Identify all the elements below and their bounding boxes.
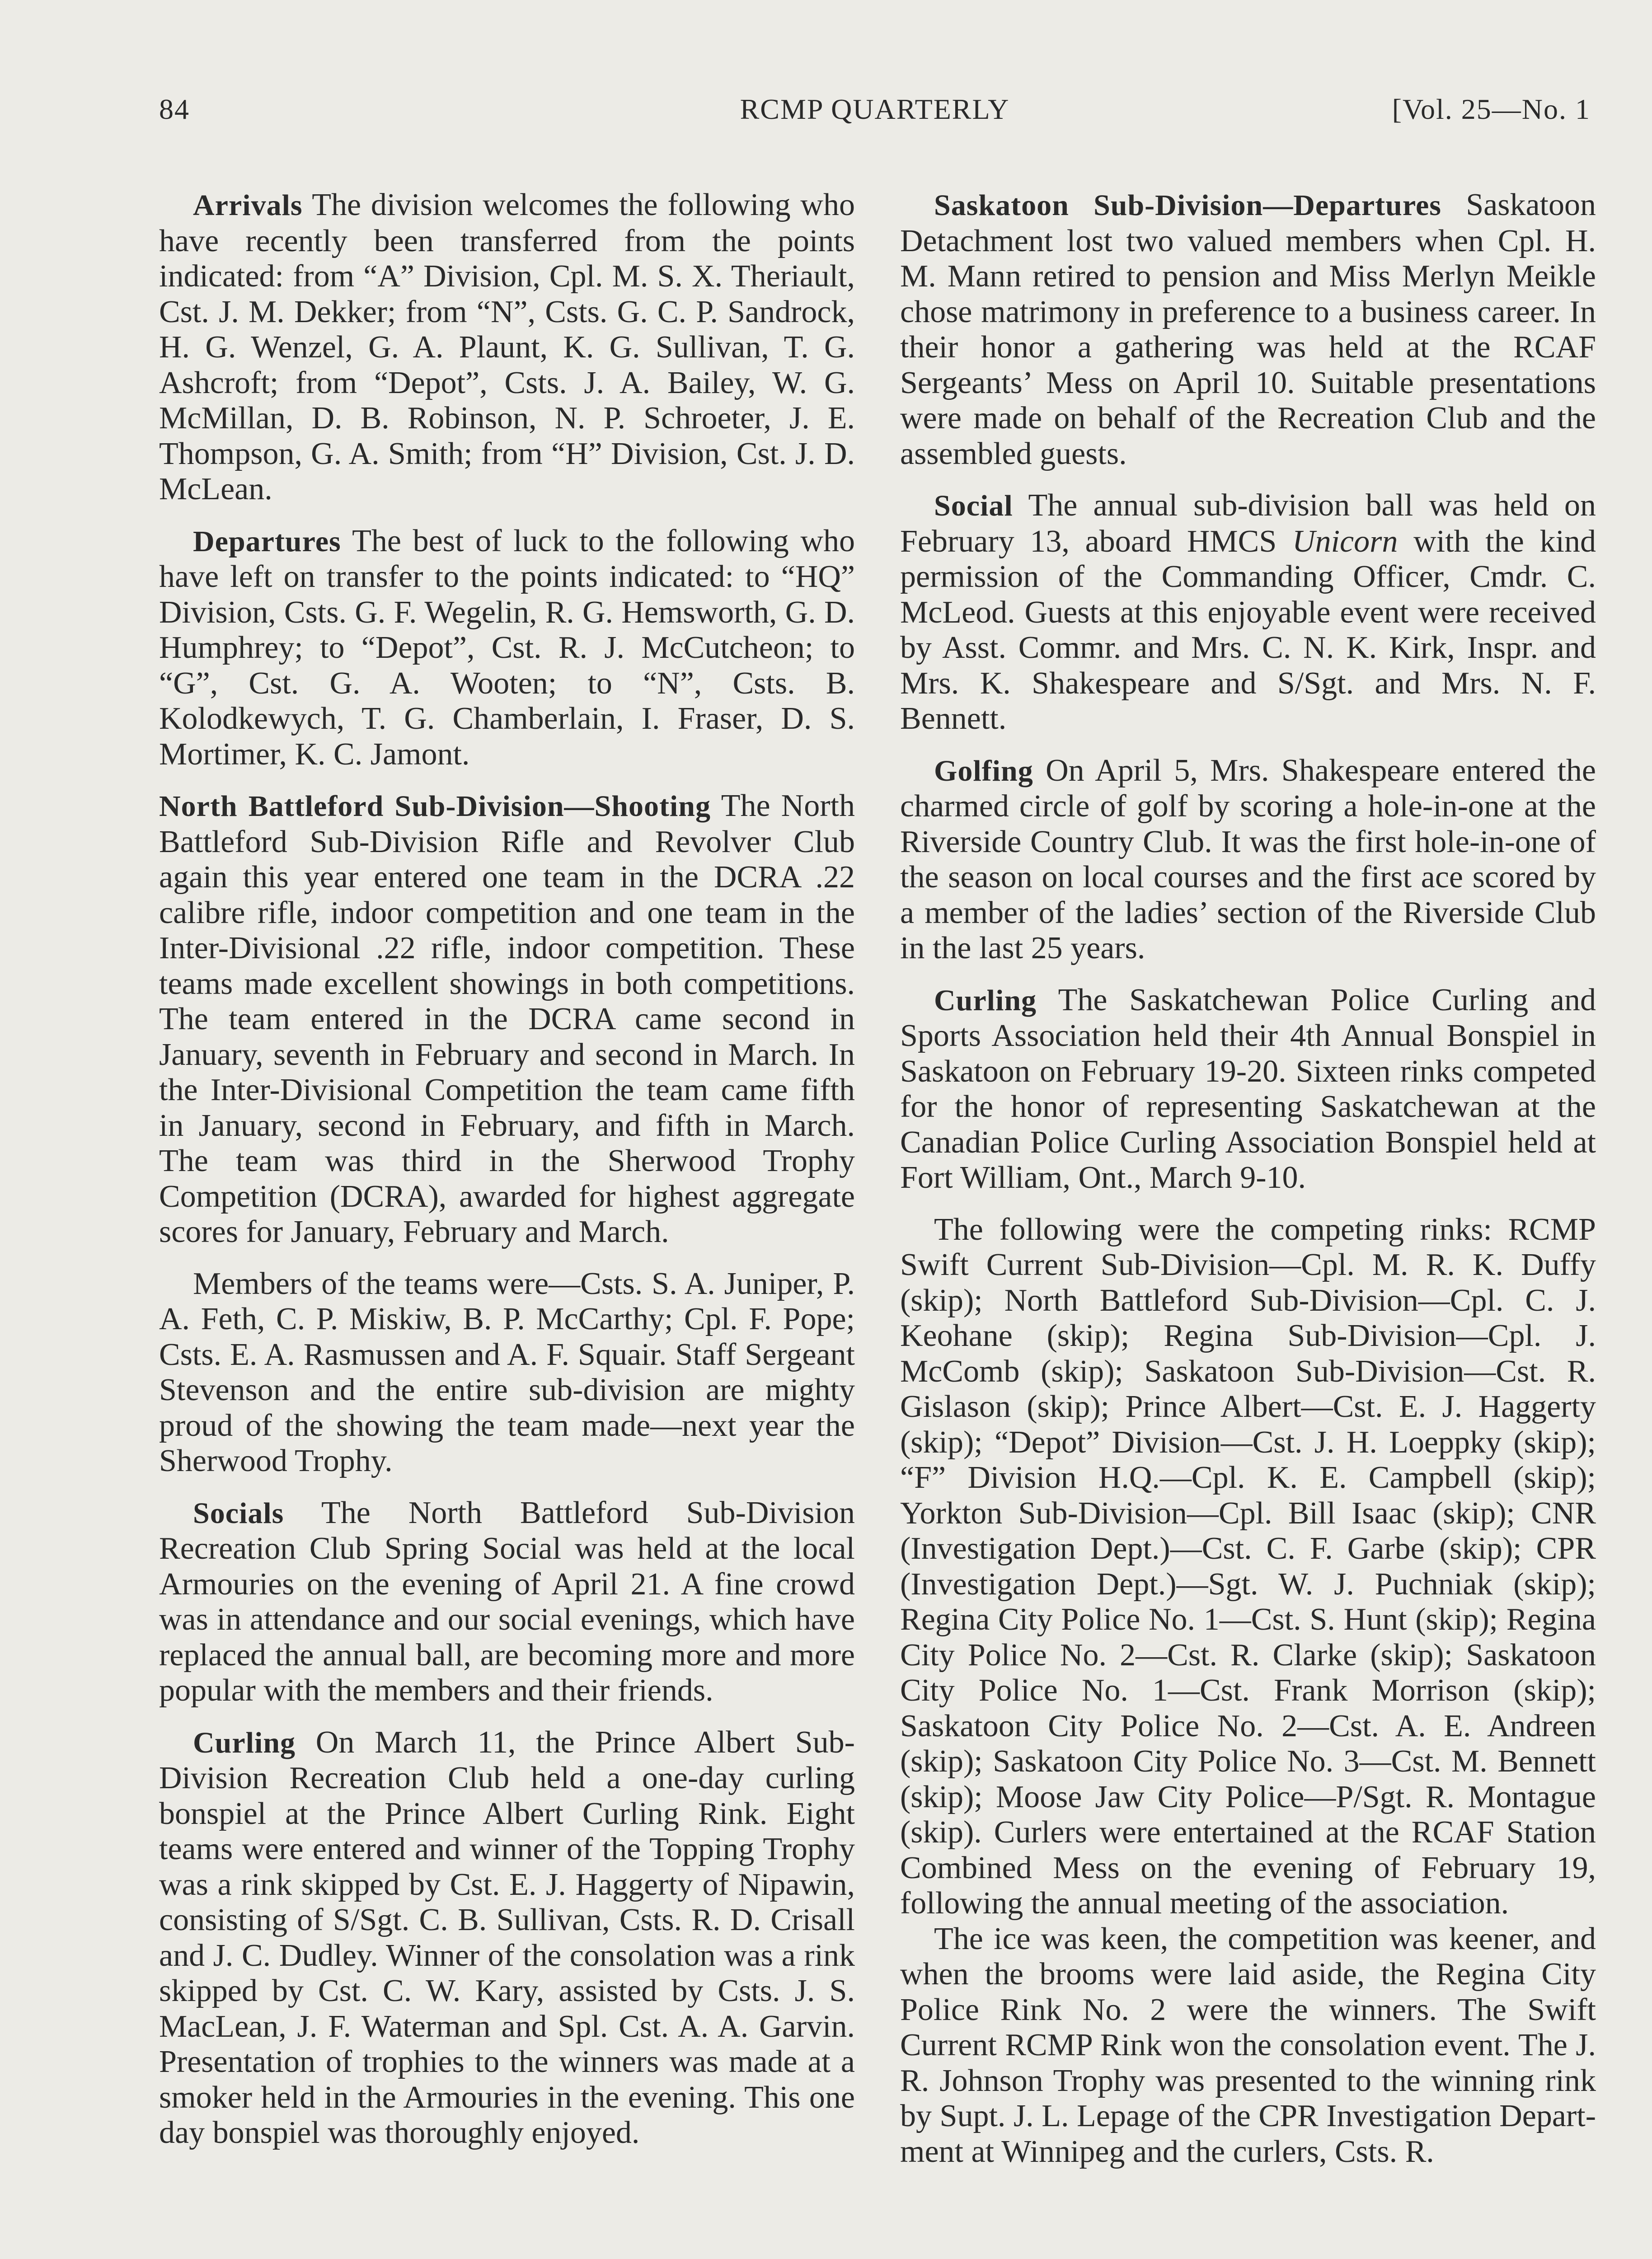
page-number: 84 xyxy=(159,93,190,125)
paragraph-social xyxy=(900,488,1596,737)
paragraph-text: The annual sub-division ball was held on February 13, aboard HMCS xyxy=(900,488,1596,559)
page-header xyxy=(159,93,1591,142)
paragraph-text: The division welcomes the following who have recently been transferred from the points indicated: from “A” Division, Cpl. M. S. X. Theriault, Cst. J. M. Dekker; from “N”, Csts. G. C. P. Sandrock, H. G. Wenzel, G. A. Plaunt, K. G. Sullivan, T. G. Ashcroft; from “Depot”, Csts. J. A. Bailey, W. G. McMillan, D. B. Robinson, N. P. Schroeter, J. E. Thompson, G. A. Smith; from “H” Division, Cst. J. D. McLean. xyxy=(159,187,855,506)
section-heading: Socials xyxy=(193,1496,284,1530)
section-heading: Golfing xyxy=(934,754,1033,787)
left-column xyxy=(159,187,855,2167)
section-heading: Curling xyxy=(193,1726,296,1759)
section-heading: Curling xyxy=(934,984,1037,1017)
running-title: RCMP QUARTERLY xyxy=(740,93,1010,125)
paragraph-golfing xyxy=(900,753,1596,966)
paragraph-shooting xyxy=(159,788,855,1250)
section-heading: Arrivals xyxy=(193,189,303,222)
paragraph-results xyxy=(900,1922,1596,2170)
paragraph-departures xyxy=(159,524,855,773)
paragraph-text: Members of the teams were—Csts. S. A. Juniper, P. A. Feth, C. P. Miskiw, B. P. McCarthy; Cpl. F. Pope; Csts. E. A. Rasmussen and A. F. Squair. Staff Sergeant Stevenson and the entire sub-division are mighty proud of the showing the team made—next year the Sherwood Trophy. xyxy=(159,1266,855,1478)
section-heading: Saskatoon Sub-Division—Departures xyxy=(934,189,1441,222)
paragraph-text: The Saskatchewan Police Curling and Sports Association held their 4th Annual Bonspiel in Saskatoon on February 19-20. Sixteen rinks competed for the honor of representing Saskatchewan at the Canadian Police Curling Association Bonspiel held at Fort William, Ont., March 9-10. xyxy=(900,982,1596,1195)
paragraph-team-members xyxy=(159,1266,855,1479)
paragraph-text: Saskatoon Detachment lost two valued members when Cpl. H. M. Mann retired to pension and Miss Merlyn Meikle chose matrimony in preference to a business career. In their honor a gathering was held at the RCAF Sergeants’ Mess on April 10. Suitable presentations were made on behalf of the Recreation Club and the assembled guests. xyxy=(900,187,1596,471)
paragraph-text: The North Battleford Sub-Division Rifle and Revolver Club again this year entered one team in the DCRA .22 calibre rifle, indoor competition and one team in the Inter-Divisional .22 rifle, indoor competition. These teams made excellent showings in both competitions. The team entered in the DCRA came second in January, seventh in February and second in March. In the Inter-Divisional Competition the team came fifth in January, second in February, and fifth in March. The team was third in the Sherwood Trophy Competition (DCRA), awarded for highest aggregate scores for January, February and March. xyxy=(159,788,855,1249)
section-heading: Social xyxy=(934,489,1013,522)
paragraph-competing-rinks xyxy=(900,1212,1596,1922)
ship-name: Unicorn xyxy=(1292,524,1398,559)
paragraph-curling-pa xyxy=(159,1725,855,2151)
right-column xyxy=(900,187,1596,2170)
paragraph-text: The ice was keen, the competition was keener, and when the brooms were laid aside, the Regina City Police Rink No. 2 were the winners. The Swift Current RCMP Rink won the consolation event. The J. R. Johnson Trophy was presented to the winning rink by Supt. J. L. Lepage of the CPR Investigation Department at Winnipeg and the curlers, Csts. R. xyxy=(900,1921,1596,2169)
paragraph-saskatoon-departures xyxy=(900,187,1596,472)
paragraph-text: The North Battleford Sub-Division Recreation Club Spring Social was held at the local Armouries on the evening of April 21. A fine crowd was in attendance and our social evenings, which have replaced the annual ball, are becoming more and more popular with the members and their friends. xyxy=(159,1495,855,1708)
paragraph-text: with the kind permission of the Commanding Officer, Cmdr. C. McLeod. Guests at this enjoyable event were received by Asst. Commr. and Mrs. C. N. K. Kirk, Inspr. and Mrs. K. Shakespeare and S/Sgt. and Mrs. N. F. Bennett. xyxy=(900,524,1596,736)
volume-label: [Vol. 25—No. 1 xyxy=(1392,93,1591,125)
section-heading: North Battleford Sub-Division—Shooting xyxy=(159,790,711,823)
paragraph-socials xyxy=(159,1495,855,1709)
paragraph-text: On March 11, the Prince Albert Sub-Division Recreation Club held a one-day curling bonspiel at the Prince Albert Curling Rink. Eight teams were entered and winner of the Topping Trophy was a rink skipped by Cst. E. J. Haggerty of Nipawin, consisting of S/Sgt. C. B. Sullivan, Csts. R. D. Crisall and J. C. Dudley. Winner of the consolation was a rink skipped by Cst. C. W. Kary, assisted by Csts. J. S. MacLean, J. F. Waterman and Spl. Cst. A. A. Garvin. Presentation of trophies to the winners was made at a smoker held in the Armouries in the evening. This one day bonspiel was thoroughly enjoyed. xyxy=(159,1725,855,2150)
section-heading: Departures xyxy=(193,525,341,558)
paragraph-text: The best of luck to the following who have left on transfer to the points indicated: to “HQ” Division, Csts. G. F. Wegelin, R. G. Hemsworth, G. D. Humphrey; to “Depot”, Cst. R. J. McCutcheon; to “G”, Cst. G. A. Wooten; to “N”, Csts. B. Kolodkewych, T. G. Chamberlain, I. Fraser, D. S. Mortimer, K. C. Jamont. xyxy=(159,523,855,772)
paragraph-text: On April 5, Mrs. Shakespeare entered the charmed circle of golf by scoring a hole-in-one at the Riverside Country Club. It was the first hole-in-one of the season on local courses and the first ace scored by a member of the ladies’ section of the Riverside Club in the last 25 years. xyxy=(900,753,1596,965)
paragraph-arrivals xyxy=(159,187,855,507)
paragraph-text: The following were the competing rinks: RCMP Swift Current Sub-Division—Cpl. M. R. K. Duffy (skip); North Battleford Sub-Division—Cpl. C. J. Keohane (skip); Regina Sub-Division—Cpl. J. McComb (skip); Saskatoon Sub-Division—Cst. R. Gislason (skip); Prince Albert—Cst. E. J. Haggerty (skip); “Depot” Division—Cst. J. H. Loeppky (skip); “F” Division H.Q.—Cpl. K. E. Campbell (skip); Yorkton Sub-Division—Cpl. Bill Isaac (skip); CNR (Investigation Dept.)—Cst. C. F. Garbe (skip); CPR (Investigation Dept.)—Sgt. W. J. Puchniak (skip); Regina City Police No. 1—Cst. S. Hunt (skip); Regina City Police No. 2—Cst. R. Clarke (skip); Saskatoon City Police No. 1—Cst. Frank Morrison (skip); Saskatoon City Police No. 2—Cst. A. E. Andreen (skip); Saskatoon City Police No. 3—Cst. M. Bennett (skip); Moose Jaw City Police—P/Sgt. R. Montague (skip). Curlers were entertained at the RCAF Station Combined Mess on the evening of February 19, following the annual meeting of the association. xyxy=(900,1212,1596,1921)
paragraph-curling-bonspiel xyxy=(900,983,1596,1196)
